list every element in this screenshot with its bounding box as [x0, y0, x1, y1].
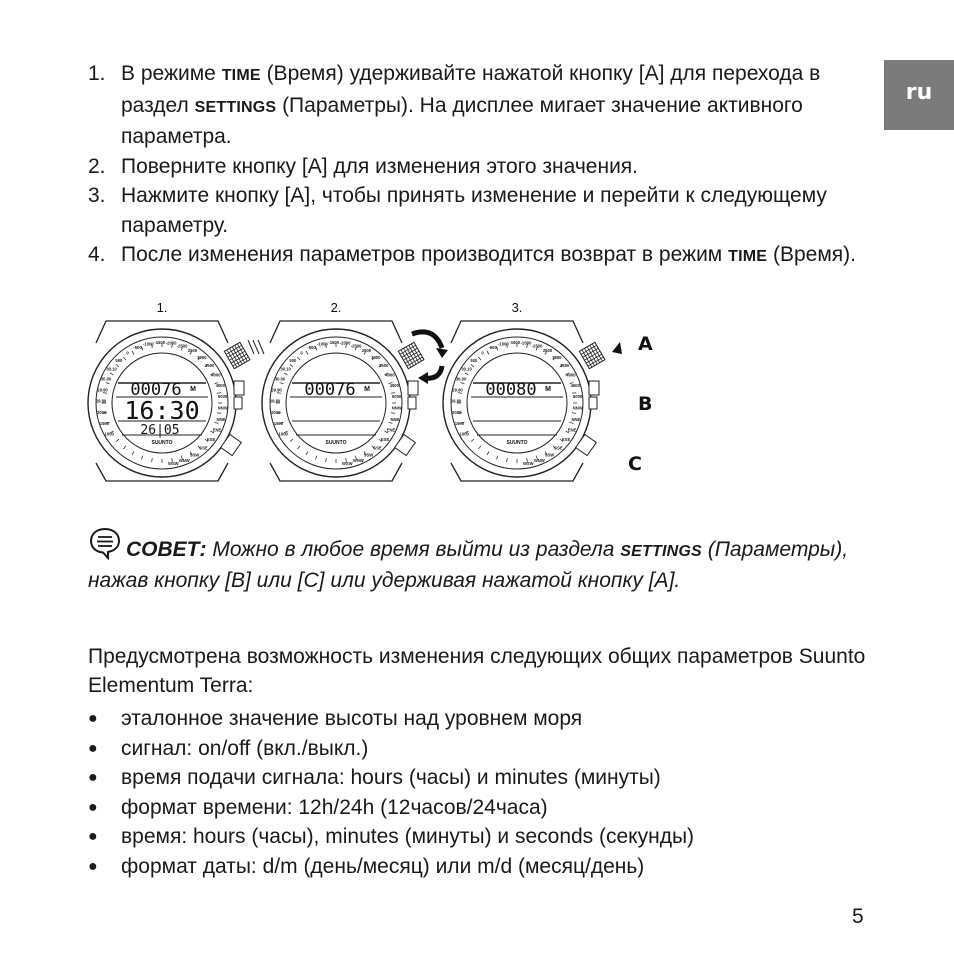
bezel-number: -500: [307, 345, 316, 351]
display-unit: M: [545, 386, 551, 393]
bezel-number: 3500: [379, 363, 389, 368]
bezel-number: NNE: [216, 416, 226, 422]
tip-text: (Параметры), нажав кнопку [B] или [C] или удерживая нажатой кнопку [A].: [88, 538, 849, 592]
press-marks-icon: [248, 340, 264, 354]
bezel-number: 4000: [211, 372, 221, 378]
bezel-number: -1500: [154, 340, 166, 345]
button-a-knob: [224, 342, 250, 368]
step-text: После изменения параметров производится возврат в режим: [121, 243, 729, 266]
display-unit: M: [190, 386, 196, 393]
bezel-number: 4000: [566, 372, 576, 378]
bezel-number: 0: [481, 350, 484, 356]
bezel-number: 3000: [371, 354, 381, 360]
bezel-number: 3500: [560, 363, 570, 368]
step-number: 1.: [88, 62, 106, 85]
bezel-number: 2000: [97, 410, 107, 416]
step-text: (Время).: [767, 243, 856, 266]
step-text: В режиме: [121, 62, 222, 85]
button-label-a: A: [638, 333, 653, 355]
tip-block: [88, 526, 878, 595]
watch-2: [262, 300, 424, 481]
bezel-number: -500: [133, 345, 142, 351]
bezel-number: 5000: [391, 394, 402, 400]
bezel-number: SSE: [373, 445, 382, 451]
bezel-number: 3500: [205, 363, 215, 368]
bezel-number: 4500: [570, 383, 580, 388]
bezel-number: -1500: [509, 340, 521, 345]
bullet-icon: ●: [88, 710, 98, 727]
bezel-number: 500: [470, 357, 478, 363]
bezel-number: 29.80: [95, 398, 107, 404]
side-button-b: [234, 397, 242, 409]
mode-name: SETTINGS: [194, 98, 277, 116]
bezel-number: -500: [488, 345, 497, 351]
bezel-number: -1000: [317, 341, 328, 347]
bezel-number: -1500: [328, 340, 340, 345]
display-altitude: 00076: [304, 380, 356, 400]
list-item-text: время: hours (часы), minutes (минуты) и seconds (секунды): [121, 825, 695, 848]
list-item-text: формат даты: d/m (день/месяц) или m/d (месяц/день): [121, 854, 645, 878]
bezel-number: NNE: [571, 416, 581, 422]
bezel-number: 0: [126, 350, 129, 356]
bezel-number: ENE: [386, 427, 396, 433]
button-a-knob: [579, 342, 605, 368]
press-mark: [253, 340, 259, 354]
bullet-icon: ●: [88, 828, 98, 845]
bezel-number: 4000: [385, 372, 395, 378]
list-item-text: формат времени: 12h/24h (12часов/24часа): [121, 795, 548, 819]
list-item: [88, 852, 868, 882]
bezel-number: SSW: [189, 452, 200, 458]
bezel-number: NNW: [217, 405, 228, 411]
watch-case: [262, 329, 410, 477]
bezel-number: 2000: [452, 410, 462, 416]
side-button-b: [408, 397, 416, 409]
watch-label: 2.: [330, 300, 342, 315]
display-altitude: 00080: [485, 380, 537, 400]
bezel-number: 30.00: [455, 376, 467, 382]
steps-list: [88, 59, 878, 272]
crown-button: [589, 381, 599, 395]
display-altitude: 00076: [130, 380, 182, 400]
crown-button: [234, 381, 244, 395]
bezel-number: WNW: [178, 457, 190, 463]
step-text: (Параметры). На дисплее мигает значение активного параметра.: [121, 93, 803, 148]
press-mark: [258, 340, 264, 354]
bezel-number: WSW: [522, 460, 534, 466]
watch-illustration: [82, 296, 662, 488]
bezel-number: WSW: [167, 460, 179, 466]
bezel-number: -2000: [520, 340, 532, 346]
step-text: Нажмите кнопку [A], чтобы принять изменение и перейти к следующему параметру.: [121, 184, 827, 237]
step-text: Поверните кнопку [A] для изменения этого значения.: [121, 154, 639, 178]
bezel-number: 1500: [99, 421, 110, 427]
watch-brand: SUUNTO: [151, 440, 173, 446]
bezel-number: 2500: [542, 348, 553, 354]
step-item: [88, 181, 878, 240]
watch-label: 3.: [511, 300, 523, 315]
bullet-icon: ●: [88, 798, 98, 816]
tip-text: Можно в любое время выйти из раздела: [206, 538, 621, 561]
step-item: [88, 240, 878, 272]
watch-brand: SUUNTO: [325, 440, 347, 446]
settings-list: [88, 704, 868, 881]
step-item: [88, 59, 878, 152]
bezel-number: 2500: [187, 348, 198, 354]
watch-3: [443, 300, 605, 481]
language-tab: ru: [884, 60, 954, 130]
bezel-number: 30.00: [100, 376, 112, 382]
list-item: [88, 793, 868, 823]
bullet-icon: ●: [88, 769, 98, 786]
bezel-number: WSW: [341, 460, 353, 466]
bezel-number: -1000: [143, 341, 154, 347]
bezel-number: WNW: [352, 457, 364, 463]
step-text: (Время) удерживайте нажатой кнопку [A] для перехода в раздел: [121, 62, 821, 117]
step-number: 4.: [88, 243, 106, 266]
press-mark: [248, 340, 254, 354]
list-item-text: эталонное значение высоты над уровнем моря: [121, 707, 583, 730]
bullet-icon: ●: [88, 739, 98, 757]
bezel-number: 5000: [217, 394, 228, 400]
bezel-number: SSW: [544, 452, 555, 458]
bezel-number: 29.90: [452, 387, 463, 393]
bezel-number: -2000: [339, 340, 351, 346]
bezel-number: 500: [289, 357, 297, 363]
bezel-number: 1000: [104, 431, 114, 437]
bezel-number: NNW: [391, 405, 402, 411]
tip-label: СОВЕТ:: [126, 538, 207, 561]
bezel-number: ENE: [567, 427, 577, 433]
bezel-number: 1000: [278, 431, 288, 437]
bezel-number: -2000: [165, 340, 177, 346]
button-a-knob: [398, 342, 424, 368]
step-number: 3.: [88, 184, 106, 207]
list-item: [88, 822, 868, 852]
bezel-number: 4500: [215, 383, 225, 388]
list-item: [88, 763, 868, 793]
display-date: 26|05: [140, 423, 180, 438]
bezel-number: 4500: [389, 383, 399, 388]
bezel-number: 3000: [197, 354, 207, 360]
button-label-c: C: [628, 453, 642, 475]
bezel-number: SSW: [363, 452, 374, 458]
watch-label: 1.: [156, 300, 168, 315]
list-item: [88, 734, 868, 764]
bezel-number: 5000: [572, 394, 583, 400]
button-label-b: B: [638, 393, 653, 415]
rotate-arrowhead-icon: [436, 348, 448, 358]
list-item-text: сигнал: on/off (вкл./выкл.): [121, 736, 369, 760]
bezel-number: 30.10: [461, 366, 472, 372]
bezel-number: SSE: [199, 445, 208, 451]
bezel-number: 1500: [273, 421, 284, 427]
bezel-number: ENE: [212, 427, 222, 433]
bezel-number: WNW: [533, 457, 545, 463]
bezel-number: 500: [115, 357, 123, 363]
watch-figure-svg: [82, 296, 662, 488]
step-number: 2.: [88, 154, 106, 178]
bezel-number: 1500: [454, 421, 465, 427]
bezel-number: 30.00: [274, 376, 286, 382]
mode-name: SETTINGS: [620, 543, 702, 560]
side-button-b: [589, 397, 597, 409]
intro-paragraph: Предусмотрена возможность изменения следующих общих параметров Suunto Elementum Terra:: [88, 645, 866, 697]
crown-button: [408, 381, 418, 395]
bezel-number: 30.10: [280, 366, 291, 372]
bezel-number: ESE: [380, 437, 390, 443]
bezel-number: 29.80: [450, 398, 462, 404]
bezel-number: 29.90: [271, 387, 282, 393]
watch-case: [443, 329, 591, 477]
bezel-number: SSE: [554, 445, 563, 451]
bezel-number: 1000: [459, 431, 469, 437]
bezel-number: ESE: [561, 437, 571, 443]
display-time: 16:30: [124, 396, 200, 425]
bezel-number: -2500: [531, 343, 543, 349]
bezel-number: 2000: [271, 410, 281, 416]
bezel-number: 29.90: [97, 387, 108, 393]
bezel-number: -1000: [498, 341, 509, 347]
tip-speech-icon: [88, 526, 122, 560]
watch-brand: SUUNTO: [506, 440, 528, 446]
pointer-arrow-icon: [612, 342, 622, 354]
watch-1: [88, 300, 250, 481]
bezel-number: -2500: [350, 343, 362, 349]
list-item: [88, 704, 868, 734]
bezel-number: -2500: [176, 343, 188, 349]
display-unit: M: [364, 386, 370, 393]
step-item: [88, 152, 878, 182]
rotate-arrow-icon: [412, 332, 442, 348]
rotate-arrowhead-icon: [418, 372, 428, 384]
bezel-number: ESE: [206, 437, 216, 443]
page-number: 5: [852, 905, 864, 928]
bezel-number: 0: [300, 350, 303, 356]
bezel-number: NNW: [572, 405, 583, 411]
bezel-number: NNE: [390, 416, 400, 422]
bezel-number: 2500: [361, 348, 372, 354]
bezel-number: 3000: [552, 354, 562, 360]
list-item-text: время подачи сигнала: hours (часы) и minutes (минуты): [121, 766, 661, 789]
bullet-icon: ●: [88, 857, 98, 875]
bezel-number: 29.80: [269, 398, 281, 404]
mode-name: TIME: [728, 248, 768, 265]
bezel-number: 30.10: [106, 366, 117, 372]
mode-name: TIME: [221, 67, 261, 84]
